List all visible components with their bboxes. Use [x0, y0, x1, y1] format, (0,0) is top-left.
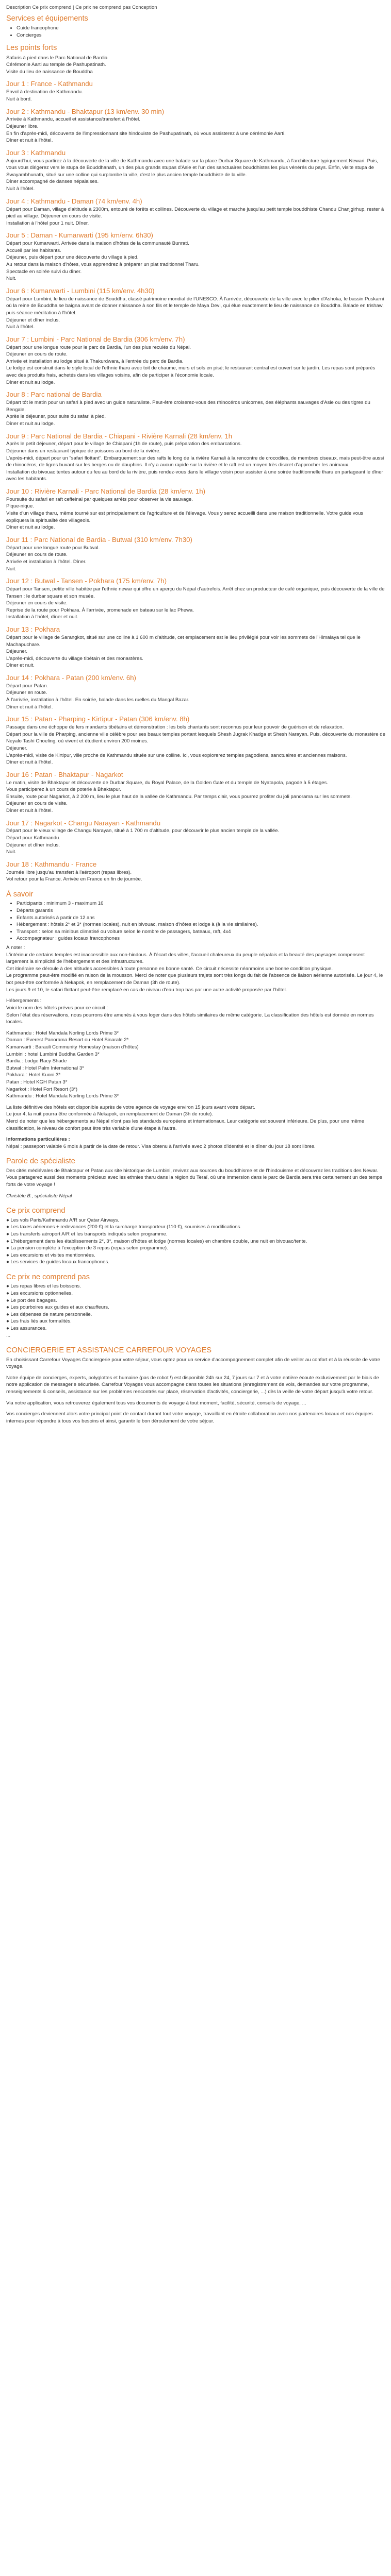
hotel-line: Bardia : Lodge Racy Shade	[6, 1058, 67, 1064]
day-line: Spectacle en soirée suivi du dîner.	[6, 268, 82, 275]
day-heading: Jour 1 : France - Kathmandu	[6, 80, 93, 88]
note-title: À noter :	[6, 945, 25, 951]
hebergements-title: Hébergements :	[6, 998, 42, 1004]
day-line: Après le déjeuner, pour suite du safari à pied.	[6, 414, 106, 420]
day-heading: Jour 9 : Parc National de Bardia - Chiapani - Rivière Karnali (28 km/env. 1h	[6, 432, 233, 440]
hotel-line: Kathmandu : Hotel Mandala Norling Lords Prime 3*	[6, 1030, 119, 1036]
day-line: Départ pour Tansen, petite ville habitée par l'ethnie newar qui offre un aperçu du Népal d'autrefois. Arrêt chez un producteur de café organique, puis découverte de la ville de Tansen : le durbar square et son musée.	[6, 586, 385, 599]
highlight-line: Safaris à pied dans le Parc National de Bardia	[6, 55, 108, 61]
day-line: Journée libre jusqu'au transfert à l'aéroport (repas libres).	[6, 869, 132, 875]
list-item: • Transport : selon sa minibus climatisé ou voiture selon le nombre de passagers, bateaux, raft, 4x4	[17, 928, 386, 936]
day-heading: Jour 5 : Daman - Kumarwarti (195 km/env. 6h30)	[6, 231, 153, 240]
day-line: Déjeuner en cours de route.	[6, 351, 68, 358]
day-line: Aujourd'hui, vous partirez à la découverte de la ville de Kathmandu avec une balade sur la place Durbar Square de Kathmandu, à l'architecture typiquement Newari. Puis, vous vous dirigerez vers le stupa de Bouddhanath, un des plus grands stupas d'Asie et l'un des sanctuaires bouddhistes les plus vénérés du pays. Enfin, visite stupa de Swayambhunath, situé sur une colline qui surplombe la ville, c'est le plus ancien temple bouddhiste de la ville.	[6, 158, 378, 178]
day-line: Installation à l'hôtel pour 1 nuit. Dîner.	[6, 220, 89, 226]
comprend-list	[6, 1217, 386, 1266]
day-line: Départ pour le village de Sarangkot, situé sur une colline à 1 600 m d'altitude, cet emplacement est le lieu privilégié pour voir les sommets de l'Himalaya tel que le Machapuchare.	[6, 634, 361, 648]
list-item: • Guide francophone	[17, 25, 386, 32]
day-line: Déjeuner dans un restaurant typique de poissons au bord de la rivière.	[6, 448, 161, 454]
day-heading: Jour 18 : Kathmandu - France	[6, 860, 97, 868]
day-line: Nuit à bord.	[6, 96, 32, 102]
hotel-list	[6, 1030, 386, 1100]
conciergerie-paragraph: Vos concierges deviennent alors votre principal point de contact durant tout votre voyage, travaillant en étroite collaboration avec nos partenaires locaux et nos équipes internes pour répondre à tous vos besoins et ainsi, garantir le bon déroulement de votre séjour.	[6, 1411, 373, 1424]
day-line: Envol à destination de Kathmandu.	[6, 89, 83, 95]
list-item: ● L'hébergement dans les établissements 2*, 3*, maison d'hôtes et lodge (normes locales) en chambre double, une nuit en bivouac/tente.	[6, 1238, 307, 1244]
day-heading: Jour 14 : Pokhara - Patan (200 km/env. 6h)	[6, 673, 136, 682]
day-line: Déjeuner, puis départ pour une découverte du village à pied.	[6, 255, 139, 261]
extra-line: Le jour 4, la nuit pourra être conformée à Nekapok, en remplacement de Daman (3h de route).	[6, 1111, 214, 1117]
day-line: Arrivée à Kathmandu, accueil et assistance/transfert à l'hôtel.	[6, 116, 140, 123]
day-line: Le lodge est construit dans le style local de l'ethnie tharu avec toit de chaume, murs et sols en pisé; le restaurant central est ouvert sur le jardin. Les repas sont préparés avec des produits frais, achetés dans les villages voisins, afin de participer à l'économie locale.	[6, 365, 376, 379]
a-savoir-heading: À savoir	[6, 890, 34, 899]
day-heading: Jour 10 : Rivière Karnali - Parc National de Bardia (28 km/env. 1h)	[6, 487, 206, 496]
day-line: Dîner et nuit à l'hôtel.	[6, 704, 53, 710]
day-line: Dîner et nuit à l'hôtel.	[6, 808, 53, 814]
highlight-line: Cérémonie Aarti au temple de Pashupatinath.	[6, 62, 106, 68]
day-heading: Jour 16 : Patan - Bhaktapur - Nagarkot	[6, 770, 123, 778]
day-line: Départ pour Daman, village d'altitude à 2300m, entouré de forêts et collines. Découverte du village et marche jusqu'au petit temple bouddhiste Chandu Chanjgirhup, rester à pied au village. Déjeuner en cours de visite.	[6, 206, 384, 219]
day-heading: Jour 11 : Parc National de Bardia - Butwal (310 km/env. 7h30)	[6, 535, 192, 544]
list-item: ● Les vols Paris/Kathmandu A/R sur Qatar Airways.	[6, 1217, 120, 1223]
day-line: Nuit.	[6, 849, 17, 855]
day-heading: Jour 15 : Patan - Pharping - Kirtipur - Patan (306 km/env. 8h)	[6, 715, 190, 723]
day-line: Départ pour Kathmandu.	[6, 835, 61, 841]
note-line: Cet itinéraire se déroule à des altitudes accessibles à toute personne en bonne santé. Ce circuit nécessite néanmoins une bonne condition physique.	[6, 965, 333, 972]
list-item: • Concierges	[17, 32, 386, 39]
highlights	[6, 55, 386, 76]
day-heading: Jour 7 : Lumbini - Parc National de Bardia (306 km/env. 7h)	[6, 335, 185, 343]
ne-comprend-list	[6, 1283, 386, 1339]
day-line: Nuit à l'hôtel.	[6, 324, 35, 330]
hotel-line: Nagarkot : Hotel Fort Resort (3*)	[6, 1086, 78, 1092]
day-line: Déjeuner libre.	[6, 123, 39, 129]
hotel-line: Daman : Everest Panorama Resort ou Hotel Sinarale 2*	[6, 1037, 129, 1043]
conciergerie-paragraph: Notre équipe de concierges, experts, polyglottes et humaine (pas de robot !) est disponible 24h sur 24, 7 jours sur 7 et à votre entière écoute exclusivement par le biais de notre application de messagerie sécurisée. Carrefour Voyages vous accompagne dans toutes les situations (enregistrement de vols, demandes sur votre programme, renseignements & conseils, assistance sur les problèmes rencontrés sur place, réservation d'activités, conciergerie, ...) dès la veille de votre départ jusqu'à votre retour.	[6, 1375, 379, 1395]
list-item: • Départs garantis	[17, 907, 386, 914]
day-line: Nuit.	[6, 566, 17, 572]
day-line: Déjeuner en cours de visite.	[6, 801, 68, 807]
day-line: Déjeuner et dîner inclus.	[6, 317, 60, 323]
day-line: Reprise de la route pour Pokhara. À l'arrivée, promenade en bateau sur le lac Phewa.	[6, 607, 194, 613]
day-line: Dîner et nuit à l'hôtel.	[6, 759, 53, 766]
list-item: • Accompagnateur : guides locaux francophones	[17, 935, 386, 942]
day-line: Déjeuner en cours de visite.	[6, 600, 68, 606]
list-item: ● Les transferts aéroport A/R et les transports indiqués selon programme.	[6, 1231, 168, 1237]
breadcrumb: Description Ce prix comprend | Ce prix ne comprend pas Conception	[6, 5, 157, 10]
day-heading: Jour 4 : Kathmandu - Daman (74 km/env. 4h)	[6, 197, 142, 205]
day-line: Le matin, visite de Bhaktapur et découverte de Durbar Square, du Royal Palace, de la Golden Gate et du temple de Nyatapola, pagode à 5 étages.	[6, 779, 328, 786]
day-line: Déjeuner.	[6, 745, 28, 751]
hebergements-line: Selon l'état des réservations, nous pourrons être amenés à vous loger dans des hôtels similaires de même catégorie. La classification des hôtels est donnée en normes locales.	[6, 1012, 374, 1025]
day-line: Départ pour la ville de Pharping, ancienne ville célèbre pour ses beaux temples portant lesquels Shesh Jugrak Khadga et Shesh Narayan. Puis, découverte du monastère de Neyalo Tashi Choeling, où vivent et étudient environ 200 moines.	[6, 731, 385, 744]
day-line: Déjeuner.	[6, 649, 28, 655]
highlights-heading: Les points forts	[6, 44, 57, 53]
day-line: Vous participerez à un cours de poterie à Bhaktapur.	[6, 787, 121, 793]
day-heading: Jour 3 : Kathmandu	[6, 148, 66, 157]
day-line: L'après-midi, visite de Kirtipur, ville proche de Kathmandu située sur une colline. Ici, vous explorerez temples pagodiens, sanctuaires et anciennes maisons.	[6, 752, 347, 758]
day-line: Départ pour Kumarwarti. Arrivée dans la maison d'hôtes de la communauté Bunrati.	[6, 241, 189, 247]
day-line: Dîner et nuit au lodge.	[6, 379, 55, 385]
comprend-heading: Ce prix comprend	[6, 1207, 66, 1215]
highlight-line: Visite du lieu de naissance de Bouddha	[6, 69, 93, 75]
day-heading: Jour 2 : Kathmandu - Bhaktapur (13 km/env. 30 min)	[6, 107, 165, 115]
list-item: ● Les dépenses de nature personnelle.	[6, 1311, 92, 1317]
hotel-line: Lumbini : hotel Lumbini Buddha Garden 3*	[6, 1051, 100, 1057]
hotel-line: Butwal : Hotel Palm International 3*	[6, 1065, 84, 1071]
parole-heading: Parole de spécialiste	[6, 1157, 75, 1166]
day-line: Installation du bivouac tentes autour du feu au bord de la rivière, puis rendez-vous dans le village voisin pour assister à une soirée traditionnelle tharu en partageant le dîner avec les habitants.	[6, 469, 383, 482]
day-line: Départ pour une longue route pour le parc de Bardia, l'un des plus reculés du Népal.	[6, 344, 191, 350]
list-item: ● Les taxes aériennes + redevances (200 €) et la surcharge transporteur (110 €), soumises à modifications.	[6, 1224, 241, 1230]
conciergerie-heading: CONCIERGERIE ET ASSISTANCE CARREFOUR VOYAGES	[6, 1346, 212, 1355]
conciergerie-paragraph: En choisissant Carrefour Voyages Conciergerie pour votre séjour, vous optez pour un service d'accompagnement complet afin de veiller au confort et à la réussite de votre voyage.	[6, 1357, 380, 1370]
day-line: Départ pour Patan.	[6, 683, 48, 689]
day-line: Arrivée et installation à l'hôtel. Dîner.	[6, 558, 87, 565]
day-line: Départ pour le vieux village de Changu Narayan, situé à 1 700 m d'altitude, pour découvrir le plus ancien temple de la vallée.	[6, 828, 280, 834]
day-line: Départ tôt le matin pour un safari à pied avec un guide naturaliste. Peut-être croiserez-vous des rhinocéros unicornes, des éléphants sauvages d'Asie ou des tigres du Bengale.	[6, 400, 370, 413]
list-item: ● Les repas libres et les boissons.	[6, 1283, 81, 1290]
list-item: ● Les services de guides locaux francophones.	[6, 1259, 109, 1265]
list-item: • Hébergement : hôtels 2* et 3* (normes locales), nuit en bivouac, maison d'hôtes et lodge à (à la vie similaires).	[17, 921, 386, 928]
day-line: Poursuite du safari en raft ceffeinal par quelques arrêts pour observer la vie sauvage.	[6, 496, 193, 502]
day-line: Au retour dans la maison d'hôtes, vous apprendrez à préparer un plat traditionnel Tharu.	[6, 262, 200, 268]
list-item: ● Les excursions et visites mentionnées.	[6, 1252, 95, 1258]
services-heading: Services et équipements	[6, 14, 88, 23]
day-line: Dîner et nuit au lodge.	[6, 524, 55, 531]
list-item: ● Les excursions optionnelles.	[6, 1290, 73, 1296]
day-line: L'après-midi, départ pour un "safari flottant". Embarquement sur des rafts le long de la rivière Karnali à la rencontre de crocodiles, de membres ciseaux, mais peut-être aussi de rhinocéros, de tigres buvant sur les berges ou de dauphins. Il n'y a aucun rapide sur la rivière et le raft est un moyen très discret d'approcher les animaux.	[6, 455, 384, 468]
day-line: Passage dans une échoppe de fers mandants tibétains et démonstration : les bols chantants sont reconnus pour leur pouvoir de guérison et de relaxation.	[6, 724, 344, 731]
formalites-line: Népal : passeport valable 6 mois à partir de la date de retour. Visa obtenu à l'arrivée avec 2 photos d'identité et le dîner du jour 18 sont libres.	[6, 1143, 316, 1149]
hotel-line: Kathmandu : Hotel Mandala Norling Lords Prime 3*	[6, 1093, 119, 1099]
day-line: Nuit.	[6, 276, 17, 282]
note-line: Le programme peut-être modifié en raison de la mousson. Merci de noter que plusieurs trajets sont très longs du fait de l'absence de liaison aérienne autorisée. Le jour 4, le bot peut-être conformée à Nekapok, en remplacement de Daman (3h de route).	[6, 973, 383, 986]
parole-text: Des cités médiévales de Bhaktapur et Patan aux site historique de Lumbini, revivez aux sources du bouddhisme et de l'hindouisme et découvrez les traditions des Newar. Vous partagerez aussi des moments précieux avec les ethnies tharu dans la région du Teraï, où une immersion dans le parc de Bardia sera très certainement un des temps forts de votre voyage !	[6, 1167, 382, 1188]
day-line: Visite d'un village tharu, même tourné sur est principalement de l'agriculture et de l'élevage. Vous y serez accueilli dans une maison traditionnelle. Votre guide vous expliquera la spiritualité des villageois.	[6, 511, 364, 523]
day-line: Dîner accompagné de danses népalaises.	[6, 179, 99, 185]
note-line: L'intérieur de certains temples est inaccessible aux non-hindous. À l'écart des villes, l'accueil chaleureux du peuple népalais et la beauté des paysages compensent largement la simplicité de l'hébergement et des infrastructures.	[6, 952, 365, 965]
day-line: Déjeuner et dîner inclus.	[6, 842, 60, 848]
day-line: Départ pour une longue route pour Butwal.	[6, 545, 100, 551]
itinerary	[6, 80, 386, 883]
list-item: ● Les assurances.	[6, 1326, 47, 1332]
day-line: Déjeuner en route.	[6, 690, 47, 696]
day-line: Déjeuner en cours de route.	[6, 552, 68, 558]
day-line: Dîner et nuit à l'hôtel.	[6, 138, 53, 144]
services-list	[6, 25, 386, 39]
day-heading: Jour 8 : Parc national de Bardia	[6, 391, 102, 399]
day-heading: Jour 13 : Pokhara	[6, 625, 60, 634]
hotel-line: Patan : Hotel KGH Patan 3*	[6, 1079, 68, 1085]
list-item: ● Le port des bagages.	[6, 1297, 57, 1303]
day-line: Accueil par les habitants.	[6, 247, 61, 253]
day-heading: Jour 17 : Nagarkot - Changu Narayan - Kathmandu	[6, 819, 161, 827]
day-line: Arrivée et installation au lodge situé à Thakurdwara, à l'entrée du parc de Bardia.	[6, 358, 184, 364]
day-line: En fin d'après-midi, découverte de l'impressionnant site hindouiste de Pashupatinath, où vous assisterez à une cérémonie Aarti.	[6, 130, 286, 137]
day-line: Après le petit déjeuner, départ pour le village de Chiapani (1h de route), puis préparation des embarcations.	[6, 441, 242, 447]
day-line: Départ pour Lumbini, le lieu de naissance de Bouddha, classé patrimoine mondial de l'UNESCO. À l'arrivée, découverte de la ville avec le pilier d'Ashoka, le bassin Puskarni où la reine de Bouddha se baigna avant de donner naissance à son fils et le temple de Maya Devi, qui élue exactement le lieu de naissance de Bouddha. Balade en trishaw, puis séance méditation à l'hôtel.	[6, 296, 384, 316]
day-line: À l'arrivée, installation à l'hôtel. En soirée, balade dans les ruelles du Mangal Bazar.	[6, 697, 190, 703]
ne-comprend-heading: Ce prix ne comprend pas	[6, 1273, 90, 1281]
note-line: Les jours 9 et 10, le safari flottant peut-être remplacé en cas de niveau d'eau trop bas par une autre activité proposée par l'hôtel.	[6, 987, 287, 993]
list-item: • Participants : minimum 3 - maximum 16	[17, 900, 386, 907]
day-line: Ensuite, route pour Nagarkot, à 2 200 m, lieu le plus haut de la vallée de Kathmandu. Par temps clair, vous pourrez profiter du joli panorama sur les sommets.	[6, 793, 352, 800]
conciergerie-paragraph: Via notre application, vous retrouverez également tous vos documents de voyage à tout moment, facilité, sécurité, conseils de voyage, ...	[6, 1400, 306, 1406]
list-item: • Enfants autorisés à partir de 12 ans	[17, 914, 386, 922]
extra-line: La liste définitive des hôtels est disponible auprès de votre agence de voyage environ 15 jours avant votre départ.	[6, 1104, 255, 1110]
day-line: Dîner et nuit au lodge.	[6, 420, 55, 427]
list-item: ● Les pourboires aux guides et aux chauffeurs.	[6, 1304, 109, 1311]
day-line: Nuit à l'hôtel.	[6, 186, 35, 192]
day-heading: Jour 6 : Kumarwarti - Lumbini (115 km/env. 4h30)	[6, 286, 155, 295]
hotel-line: Pokhara : Hotel Kuoni 3*	[6, 1072, 61, 1078]
day-line: Pique-nique.	[6, 503, 34, 510]
formalites-title: Informations particulières :	[6, 1137, 70, 1143]
list-item: ● La pension complète à l'exception de 3 repas (repas selon programme).	[6, 1245, 168, 1251]
hotel-line: Kumarwarti : Barauli Community Homestay (maison d'hôtes)	[6, 1044, 139, 1050]
parole-author: Christèle B., spécialiste Népal	[6, 1193, 72, 1199]
list-item: ● Les frais liés aux formalités.	[6, 1318, 72, 1325]
extra-line: Merci de noter que les hébergements au Népal n'ont pas les standards européens et internationaux. Leur catégorie est souvent inférieure. De plus, pour une même classification, le niveau de confort peut être très variable d'une étape à l'autre.	[6, 1118, 365, 1131]
hebergements-line: Voici le nom des hôtels prévus pour ce circuit :	[6, 1005, 108, 1011]
list-item: ...	[6, 1332, 10, 1338]
day-heading: Jour 12 : Butwal - Tansen - Pokhara (175 km/env. 7h)	[6, 577, 167, 585]
day-line: Dîner et nuit.	[6, 663, 35, 669]
day-line: L'après-midi, découverte du village tibétain et des monastères.	[6, 655, 143, 662]
day-line: Installation à l'hôtel, dîner et nuit.	[6, 614, 78, 620]
day-line: Vol retour pour la France. Arrivée en France en fin de journée.	[6, 876, 142, 883]
a-savoir-list	[6, 900, 386, 942]
